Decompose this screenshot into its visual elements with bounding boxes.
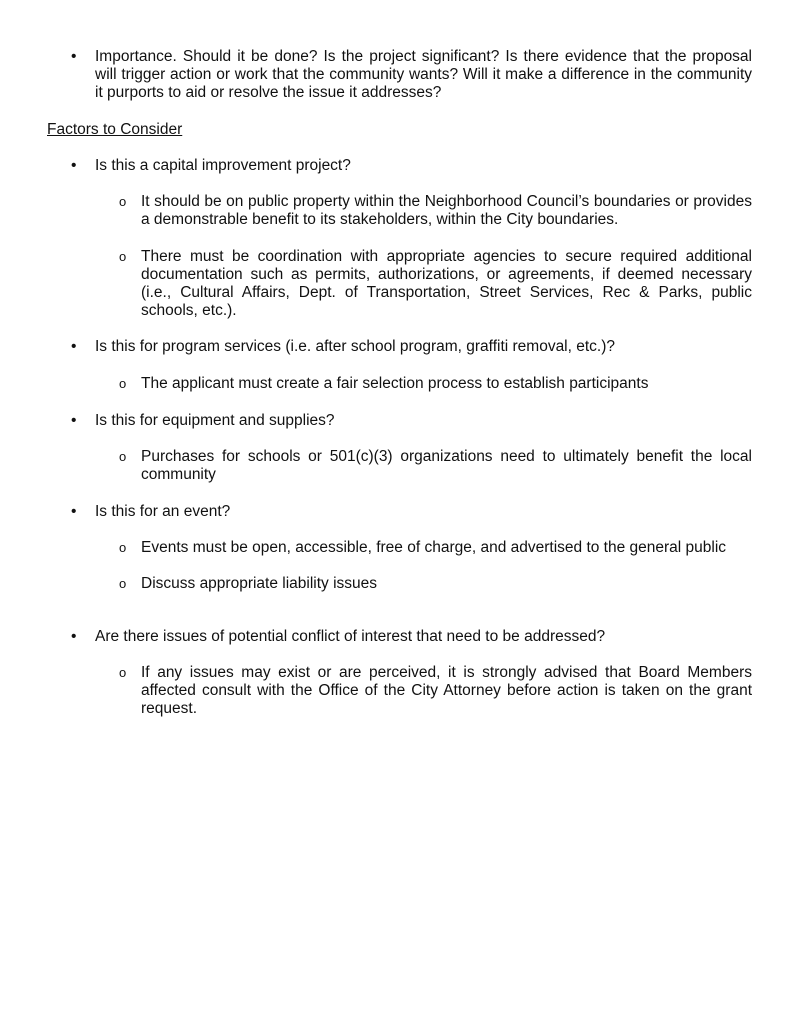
circle-bullet-icon: o bbox=[119, 540, 127, 555]
circle-bullet-icon: o bbox=[119, 249, 127, 264]
circle-bullet-icon: o bbox=[119, 449, 127, 464]
bullet-item bbox=[71, 503, 752, 521]
bullet-icon: • bbox=[71, 48, 77, 65]
bullet-item bbox=[71, 338, 752, 356]
bullet-icon: • bbox=[71, 412, 77, 429]
circle-bullet-icon: o bbox=[119, 376, 127, 391]
circle-bullet-icon: o bbox=[119, 576, 127, 591]
bullet-icon: • bbox=[71, 157, 77, 174]
sub-text: Events must be open, accessible, free of charge, and advertised to the general public bbox=[141, 539, 727, 556]
sub-item bbox=[119, 664, 752, 718]
bullet-text: Are there issues of potential conflict of interest that need to be addressed? bbox=[95, 628, 606, 645]
bullet-text: Is this a capital improvement project? bbox=[95, 157, 351, 174]
bullet-icon: • bbox=[71, 338, 77, 355]
sub-text: Discuss appropriate liability issues bbox=[141, 575, 378, 592]
bullet-text: Importance. Should it be done? Is the project significant? Is there evidence that the proposal will trigger action or work that the community wants? Will it make a difference in the community it purports to aid or resolve the issue it addresses? bbox=[95, 48, 752, 101]
bullet-importance bbox=[71, 48, 752, 102]
bullet-icon: • bbox=[71, 628, 77, 645]
bullet-item bbox=[71, 157, 752, 175]
section-heading: Factors to Consider bbox=[47, 121, 183, 138]
sub-text: The applicant must create a fair selection process to establish participants bbox=[141, 375, 649, 392]
sub-item bbox=[119, 248, 752, 320]
sub-item bbox=[119, 575, 752, 593]
bullet-icon: • bbox=[71, 503, 77, 520]
sub-text: It should be on public property within the Neighborhood Council’s boundaries or provides a demonstrable benefit to its stakeholders, within the City boundaries. bbox=[141, 193, 752, 228]
sub-text: There must be coordination with appropriate agencies to secure required additional documentation such as permits, authorizations, or agreements, if deemed necessary (i.e., Cultural Affairs, Dept. of Transportation, Street Services, Rec & Parks, public schools, etc.). bbox=[141, 248, 752, 319]
bullet-text: Is this for equipment and supplies? bbox=[95, 412, 335, 429]
sub-text: If any issues may exist or are perceived, it is strongly advised that Board Members affected consult with the Office of the City Attorney before action is taken on the grant request. bbox=[141, 664, 752, 717]
circle-bullet-icon: o bbox=[119, 665, 127, 680]
sub-item bbox=[119, 193, 752, 229]
bullet-text: Is this for an event? bbox=[95, 503, 231, 520]
bullet-item bbox=[71, 628, 752, 646]
sub-item bbox=[119, 448, 752, 484]
circle-bullet-icon: o bbox=[119, 194, 127, 209]
bullet-item bbox=[71, 412, 752, 430]
sub-text: Purchases for schools or 501(c)(3) organizations need to ultimately benefit the local community bbox=[141, 448, 752, 483]
bullet-text: Is this for program services (i.e. after school program, graffiti removal, etc.)? bbox=[95, 338, 616, 355]
sub-item bbox=[119, 539, 752, 557]
sub-item bbox=[119, 375, 752, 393]
